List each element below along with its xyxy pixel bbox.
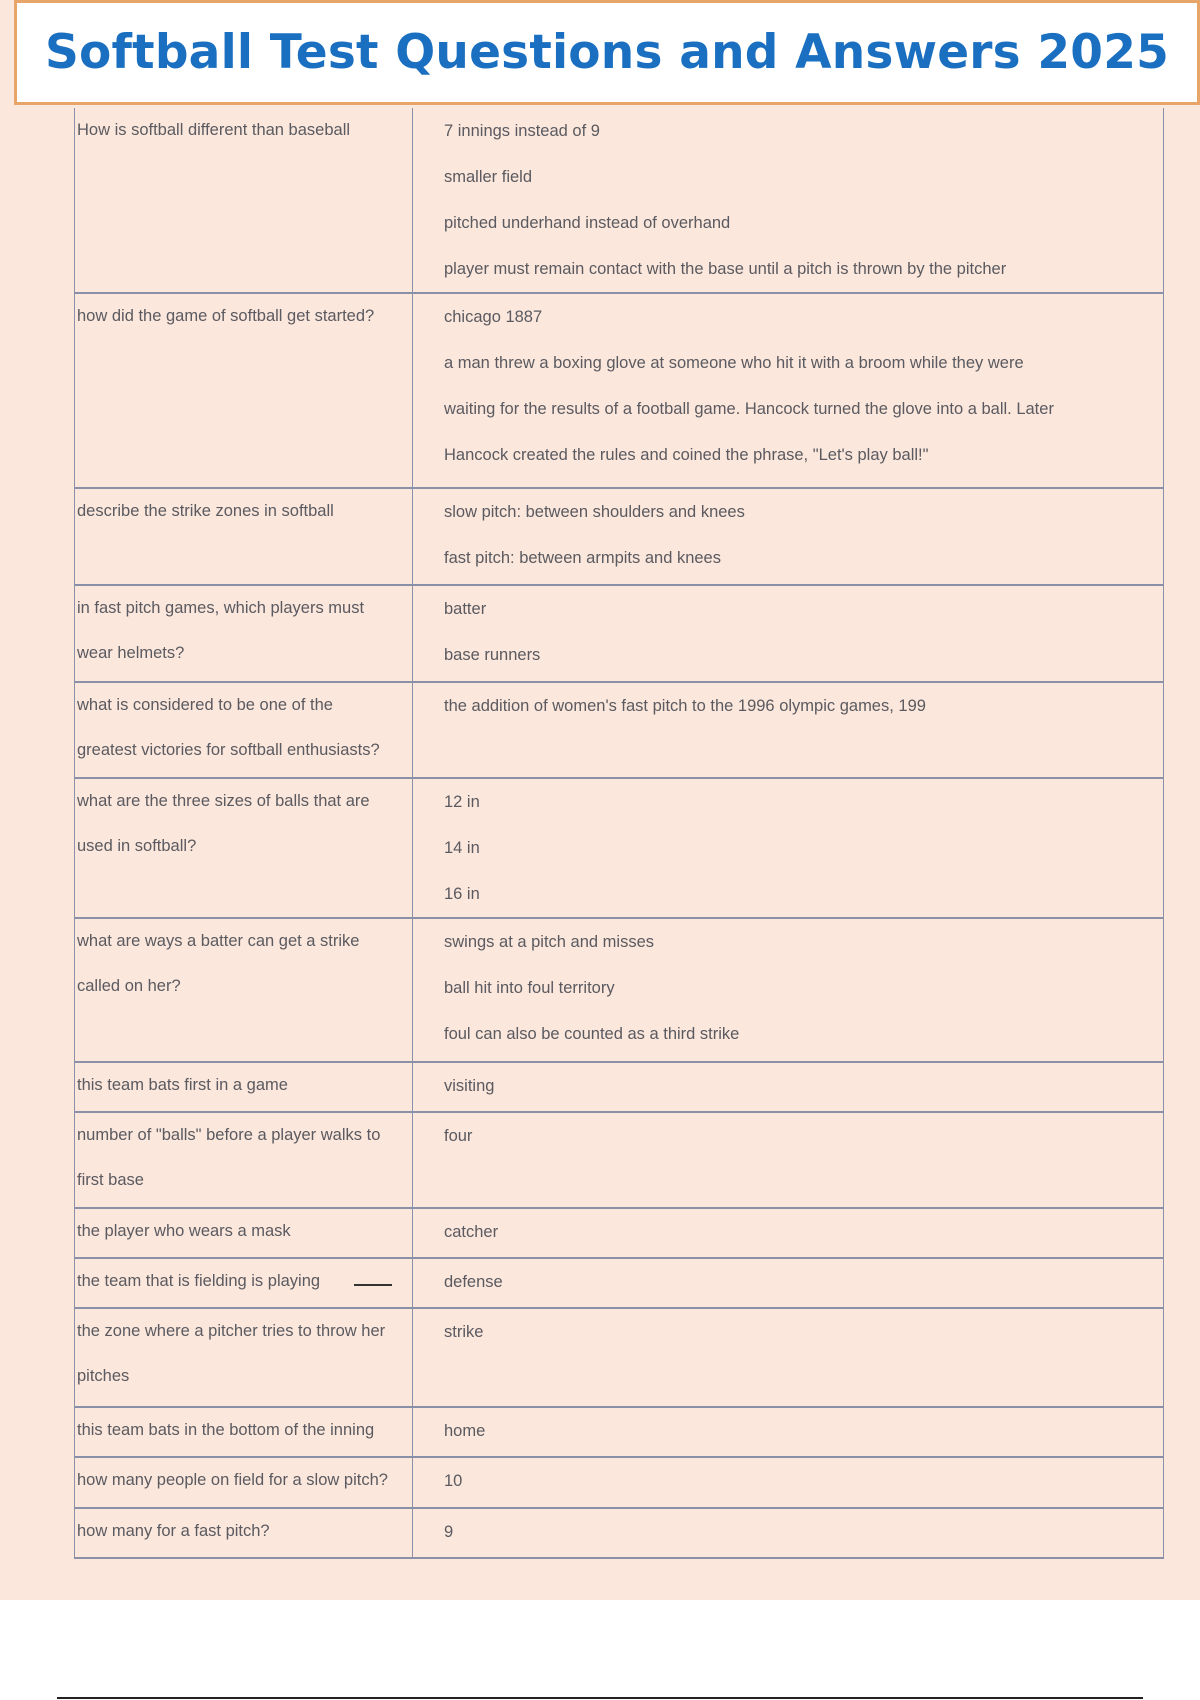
answer-line: home	[444, 1422, 486, 1440]
answer-cell	[413, 293, 1164, 488]
question-text: what are the three sizes of balls that are used in softball?	[77, 792, 370, 855]
table-row	[75, 1457, 1164, 1508]
table-row	[75, 1407, 1164, 1457]
question-text: how did the game of softball get started?	[77, 307, 375, 325]
question-text: what is considered to be one of the greatest victories for softball enthusiasts?	[77, 696, 380, 759]
table-row	[75, 1208, 1164, 1258]
answer-cell	[413, 108, 1164, 293]
question-cell	[75, 1258, 413, 1308]
question-cell	[75, 108, 413, 293]
question-cell	[75, 1062, 413, 1112]
question-text: the player who wears a mask	[77, 1222, 291, 1240]
question-cell	[75, 293, 413, 488]
answer-cell	[413, 1112, 1164, 1208]
answer-line: pitched underhand instead of overhand	[444, 214, 731, 232]
question-text: the team that is fielding is playing	[77, 1272, 321, 1290]
table-row	[75, 682, 1164, 778]
answer-cell	[413, 1407, 1164, 1457]
answer-line: four	[444, 1127, 473, 1145]
question-cell	[75, 682, 413, 778]
answer-cell	[413, 1208, 1164, 1258]
table-row	[75, 1258, 1164, 1308]
table-row	[75, 1508, 1164, 1558]
answer-line: chicago 1887	[444, 308, 543, 326]
table-row	[75, 778, 1164, 918]
answer-line: visiting	[444, 1077, 495, 1095]
answer-line: 12 in	[444, 793, 480, 811]
table-row	[75, 1062, 1164, 1112]
answer-line: fast pitch: between armpits and knees	[444, 549, 721, 567]
question-cell	[75, 1112, 413, 1208]
answer-line: player must remain contact with the base until a pitch is thrown by the pitcher	[444, 260, 1007, 278]
question-text: in fast pitch games, which players must wear helmets?	[77, 599, 365, 662]
question-cell	[75, 1457, 413, 1508]
question-text: this team bats first in a game	[77, 1076, 288, 1094]
answer-cell	[413, 682, 1164, 778]
fill-in-blank	[354, 1276, 392, 1286]
answer-line: 16 in	[444, 885, 480, 903]
table-row	[75, 1308, 1164, 1407]
question-text: how many people on field for a slow pitch?	[77, 1471, 388, 1489]
qa-table-body	[75, 108, 1164, 1558]
answer-line: slow pitch: between shoulders and knees	[444, 503, 745, 521]
answer-line: 9	[444, 1523, 454, 1541]
answer-line: batter	[444, 600, 487, 618]
question-cell	[75, 778, 413, 918]
answer-line: the addition of women's fast pitch to the 1996 olympic games, 199	[444, 697, 926, 715]
question-cell	[75, 918, 413, 1062]
answer-cell	[413, 1062, 1164, 1112]
answer-line: Hancock created the rules and coined the phrase, "Let's play ball!"	[444, 446, 929, 464]
answer-line: waiting for the results of a football game. Hancock turned the glove into a ball. Later	[444, 400, 1054, 418]
question-text: what are ways a batter can get a strike called on her?	[77, 932, 360, 995]
answer-cell	[413, 1258, 1164, 1308]
question-text: how many for a fast pitch?	[77, 1522, 270, 1540]
answer-cell	[413, 1457, 1164, 1508]
question-text: the zone where a pitcher tries to throw her pitches	[77, 1322, 386, 1385]
answer-cell	[413, 488, 1164, 585]
answer-line: 7 innings instead of 9	[444, 122, 600, 140]
qa-table	[74, 108, 1164, 1559]
answer-line: base runners	[444, 646, 541, 664]
answer-line: defense	[444, 1273, 503, 1291]
table-row	[75, 918, 1164, 1062]
question-text: How is softball different than baseball	[77, 121, 351, 139]
answer-line: foul can also be counted as a third strike	[444, 1025, 740, 1043]
table-row	[75, 488, 1164, 585]
answer-line: 10	[444, 1472, 463, 1490]
answer-line: a man threw a boxing glove at someone who hit it with a broom while they were	[444, 354, 1024, 372]
question-text: this team bats in the bottom of the inning	[77, 1421, 375, 1439]
table-row	[75, 293, 1164, 488]
table-row	[75, 585, 1164, 682]
answer-line: 14 in	[444, 839, 480, 857]
table-row	[75, 108, 1164, 293]
question-cell	[75, 1308, 413, 1407]
answer-cell	[413, 1308, 1164, 1407]
question-text: describe the strike zones in softball	[77, 502, 334, 520]
footer-rule	[57, 1697, 1143, 1699]
answer-line: smaller field	[444, 168, 533, 186]
answer-cell	[413, 918, 1164, 1062]
answer-cell	[413, 585, 1164, 682]
question-cell	[75, 585, 413, 682]
title-banner	[14, 0, 1200, 105]
answer-line: strike	[444, 1323, 484, 1341]
question-cell	[75, 1508, 413, 1558]
answer-line: ball hit into foul territory	[444, 979, 615, 997]
question-cell	[75, 1407, 413, 1457]
answer-line: swings at a pitch and misses	[444, 933, 655, 951]
question-text: number of "balls" before a player walks to first base	[77, 1126, 381, 1189]
question-cell	[75, 488, 413, 585]
table-row	[75, 1112, 1164, 1208]
answer-cell	[413, 1508, 1164, 1558]
page-title: Softball Test Questions and Answers 2025	[44, 25, 1170, 80]
question-cell	[75, 1208, 413, 1258]
answer-cell	[413, 778, 1164, 918]
answer-line: catcher	[444, 1223, 499, 1241]
